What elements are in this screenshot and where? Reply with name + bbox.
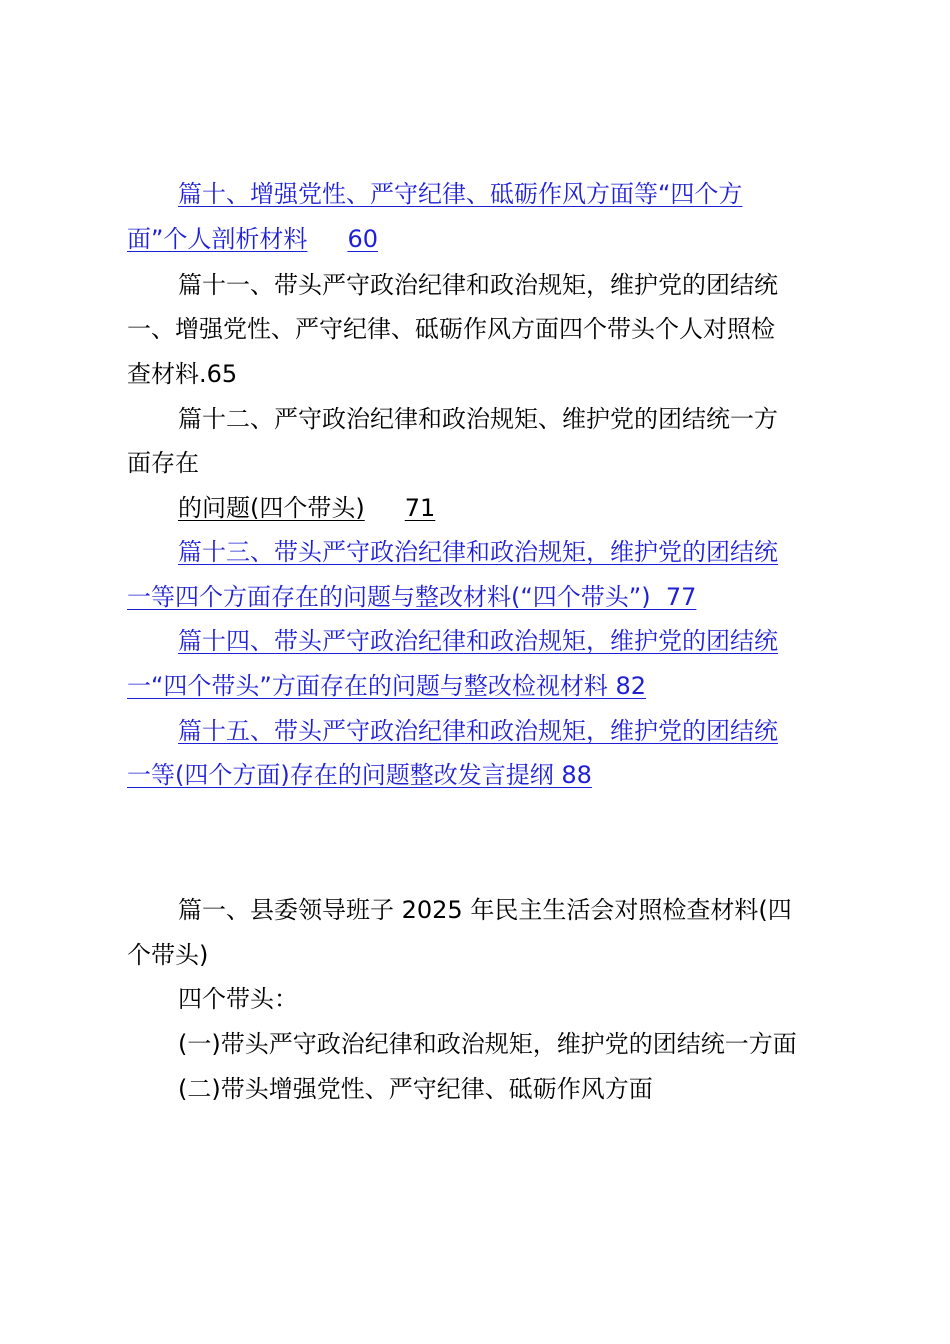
toc-entry-10-line1[interactable]: [178, 172, 878, 216]
toc-entry-12-line2: 面存在: [127, 449, 199, 477]
toc-entry-11-line3: 查材料.65: [127, 360, 238, 388]
toc-entry-10-line2[interactable]: [127, 217, 827, 261]
toc-link[interactable]: [178, 494, 435, 522]
toc-link[interactable]: 篇十三、带头严守政治纪律和政治规矩，维护党的团结统: [178, 538, 778, 566]
toc-entry-15-line2[interactable]: [127, 753, 827, 797]
section-title-line2: 个带头): [127, 941, 209, 969]
toc-link[interactable]: 篇十四、带头严守政治纪律和政治规矩，维护党的团结统: [178, 627, 778, 655]
toc-entry-12-line1: 篇十二、严守政治纪律和政治规矩、维护党的团结统一方: [178, 405, 778, 433]
toc-link[interactable]: 篇十五、带头严守政治纪律和政治规矩，维护党的团结统: [178, 717, 778, 745]
toc-link[interactable]: [127, 225, 378, 253]
list-item: (二)带头增强党性、严守纪律、砥砺作风方面: [178, 1075, 653, 1103]
subheading: 四个带头：: [178, 985, 298, 1013]
toc-entry-14-line1[interactable]: [178, 619, 878, 663]
toc-page-number: 71: [404, 494, 436, 522]
toc-link[interactable]: 一“四个带头”方面存在的问题与整改检视材料 82: [127, 672, 647, 700]
toc-page-number: 60: [347, 225, 378, 253]
toc-link[interactable]: 篇十、增强党性、严守纪律、砥砺作风方面等“四个方: [178, 180, 743, 208]
toc-entry-11-line1: 篇十一、带头严守政治纪律和政治规矩，维护党的团结统: [178, 271, 778, 299]
toc-entry-12-line3[interactable]: [178, 486, 878, 530]
section-title-line1: 篇一、县委领导班子 2025 年民主生活会对照检查材料(四: [178, 896, 792, 924]
toc-entry-15-line1[interactable]: [178, 709, 878, 753]
toc-entry-14-line2[interactable]: [127, 664, 827, 708]
toc-entry-13-line2[interactable]: [127, 575, 827, 619]
toc-entry-11-line2: 一、增强党性、严守纪律、砥砺作风方面四个带头个人对照检: [127, 315, 775, 343]
list-item: (一)带头严守政治纪律和政治规矩，维护党的团结统一方面: [178, 1030, 797, 1058]
toc-entry-13-line1[interactable]: [178, 530, 878, 574]
toc-link[interactable]: 一等四个方面存在的问题与整改材料(“四个带头”) 77: [127, 583, 697, 611]
toc-link[interactable]: 一等(四个方面)存在的问题整改发言提纲 88: [127, 761, 592, 789]
toc-link-text: 面”个人剖析材料: [127, 225, 308, 253]
toc-link-text: 的问题(四个带头): [178, 494, 365, 522]
